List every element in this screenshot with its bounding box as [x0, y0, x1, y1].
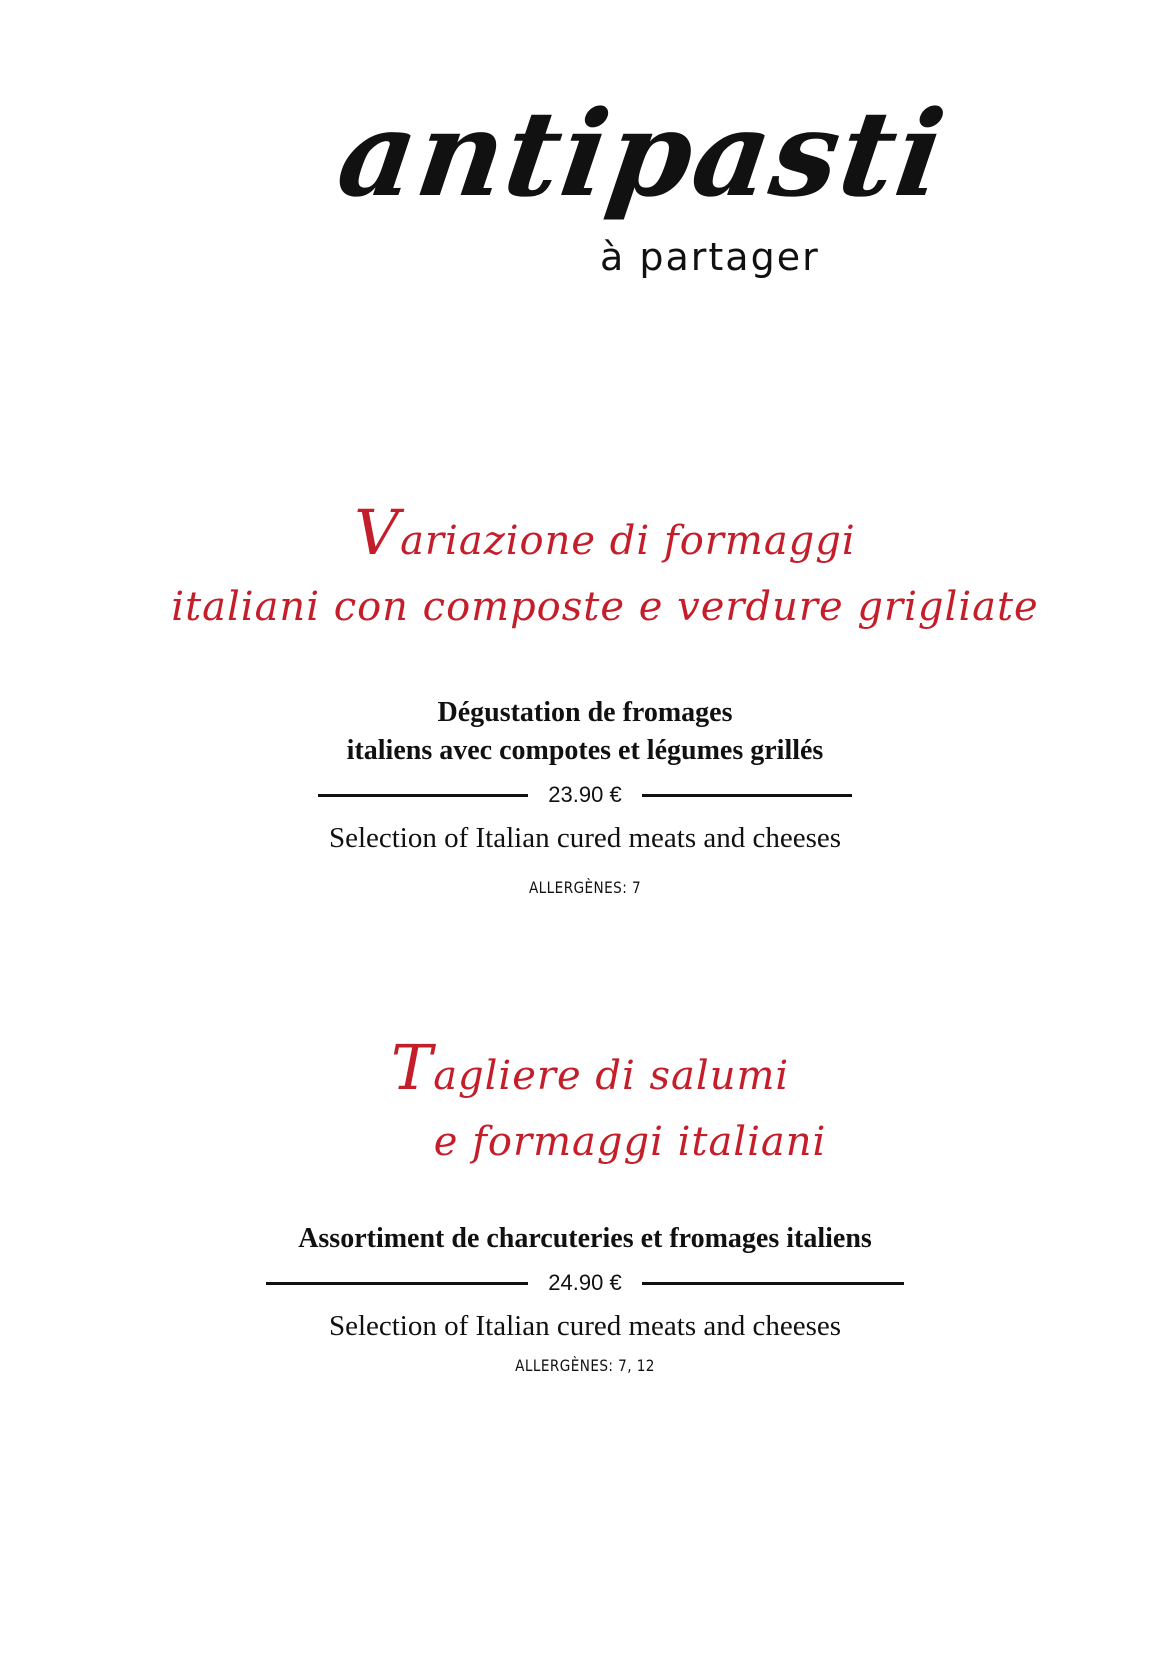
italian-name-rest: agliere di salumi: [433, 1053, 790, 1099]
italian-name: [0, 496, 1170, 640]
french-name: [0, 694, 1170, 770]
italian-initial-capital: T: [390, 1031, 434, 1104]
french-name-line-2: italiens avec compotes et légumes grillés: [346, 735, 824, 766]
english-name: Selection of Italian cured meats and cheeses: [328, 1310, 842, 1342]
price-divider-left: [318, 794, 528, 797]
allergens: ALLERGÈNES: 7: [528, 878, 642, 897]
price: 24.90 €: [548, 1270, 622, 1295]
italian-initial-capital: V: [354, 496, 401, 569]
price-row: [0, 778, 1170, 812]
italian-name-line-1: [40, 496, 1170, 574]
menu-item-tagliere: [0, 1031, 1170, 1375]
price-row: [0, 1266, 1170, 1300]
french-name-line-1: Assortiment de charcuteries et fromages italiens: [298, 1223, 872, 1254]
allergens: ALLERGÈNES: 7, 12: [515, 1356, 655, 1375]
price: 23.90 €: [548, 782, 622, 807]
menu-header: [0, 84, 1170, 295]
italian-name-line-2: italiani con composte e verdure grigliate: [171, 584, 1039, 630]
italian-name: [0, 1031, 1170, 1175]
section-subtitle: à partager: [600, 235, 820, 279]
price-divider-left: [266, 1282, 528, 1285]
section-title: antipasti: [330, 84, 955, 223]
english-name: Selection of Italian cured meats and cheeses: [328, 822, 842, 854]
price-divider-right: [642, 1282, 904, 1285]
italian-name-line-2: e formaggi italiani: [433, 1119, 827, 1165]
italian-name-line-1: [0, 1031, 1170, 1109]
french-name: [0, 1220, 1170, 1258]
french-name-line-1: Dégustation de fromages: [437, 697, 733, 728]
menu-item-formaggi: [0, 496, 1170, 897]
price-divider-right: [642, 794, 852, 797]
italian-name-rest: ariazione di formaggi: [400, 518, 856, 564]
